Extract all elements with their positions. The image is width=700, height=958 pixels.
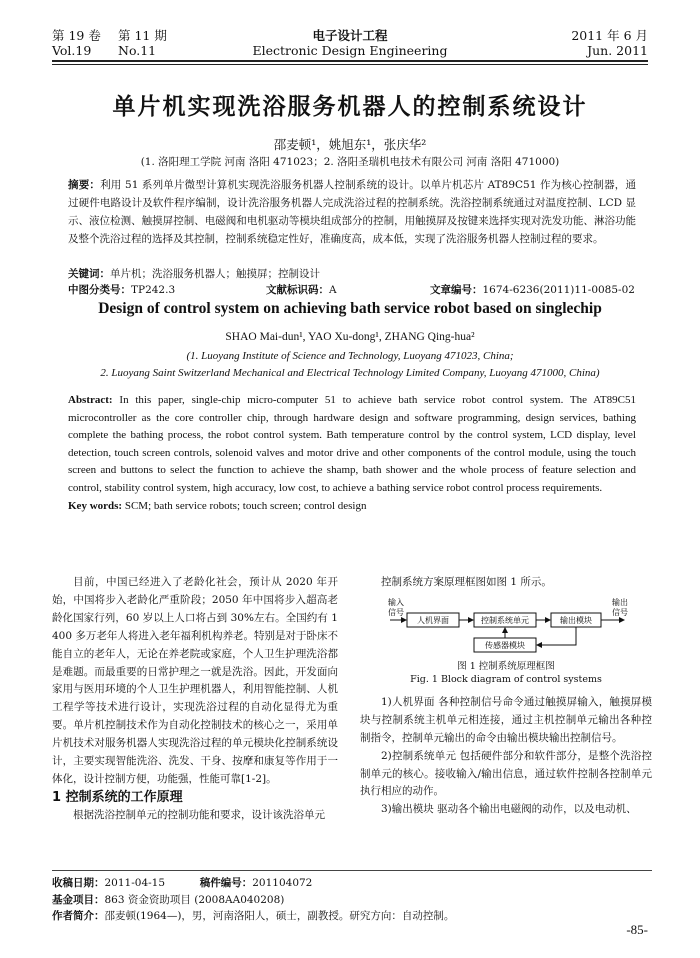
abstract-en-label: Abstract: [68,394,113,406]
abstract-zh-text: 利用 51 系列单片微型计算机实现洗浴服务机器人控制系统的设计。以单片机芯片 AT89C51 作为核心控制器，通过硬件电路设计及软件程序编制，设计洗浴服务机器人完成洗浴过程的控制系统。洗浴控制系统通过对温度控制、LCD 显示、液位检测、触摸屏控制、电磁阀和电机驱动等模块组成部分的控制，用触摸屏及按键来选择实现对洗发功能、淋浴功能及整个洗浴过程的选择及其控制，控制系统稳定性好，准确度高，成本低，实现了洗浴服务机器人控制过程的要求。 [68,179,637,245]
manuscript-label: 稿件编号： [199,877,253,889]
affiliation-en-2: 2. Luoyang Saint Switzerland Mechanical and Electrical Technology Limited Company, Luoyang 471000, China) [100,367,600,379]
affiliation-zh: (1. 洛阳理工学院 河南 洛阳 471023；2. 洛阳圣瑞机电技术有限公司 河南 洛阳 471000) [140,156,560,168]
journal-name-en: Electronic Design Engineering [252,43,448,58]
doc-label: 文献标识码： [266,284,329,296]
footnote [52,870,652,925]
bio-text: 邵麦顿(1964—)，男，河南洛阳人，硕士，副教授。研究方向：自动控制。 [104,910,455,922]
abstract-zh-label: 摘要： [68,179,101,191]
authors-en: SHAO Mai-dun¹, YAO Xu-dong¹, ZHANG Qing-hua² [225,331,475,343]
fund-text: 863 资金资助项目 (2008AA040208) [104,893,285,906]
box-hmi-label: 人机界面 [417,615,449,625]
block-diagram [374,596,638,658]
item-1-paragraph: 1)人机界面 各种控制信号命令通过触摸屏输入，触摸屏模块与控制系统主机单元相连接，通过主机控制单元输出各种控制指令，控制单元输出的命令由输出模块输出控制信号。 [360,695,652,744]
keywords-zh-text: 单片机；洗浴服务机器人；触摸屏；控制设计 [110,268,320,280]
clc-number [68,282,176,298]
title-en: Design of control system on achieving bath service robot based on singlechip [98,300,602,317]
figure-caption-zh: 图 1 控制系统原理框图 [457,660,555,672]
running-header [52,26,648,62]
volume-zh: 第 19 卷 [52,28,101,43]
abstract-zh [68,176,636,248]
box-sensor-label: 传感器模块 [485,640,525,650]
input-label-2: 信号 [388,607,404,617]
volume-en: Vol.19 [52,43,92,58]
date-en: Jun. 2011 [587,43,648,58]
arrow-out-sensor [537,627,576,645]
section-1-paragraph: 根据洗浴控制单元的控制功能和要求，设计该洗浴单元 [73,808,325,821]
keywords-zh [68,266,636,282]
input-label-1: 输入 [388,597,404,607]
body-column-right [360,574,652,819]
keywords-zh-label: 关键词： [68,268,110,280]
keywords-en-label: Key words: [68,499,123,512]
document-code [266,282,337,298]
item-2-paragraph: 2)控制系统单元 包括硬件部分和软件部分，是整个洗浴控制单元的核心。接收输入/输出信息，通过软件控制各控制单元执行相应的动作。 [360,749,652,798]
clc-value: TP242.3 [131,284,176,296]
footnote-dates [52,875,652,892]
figure-caption-en: Fig. 1 Block diagram of control systems [410,673,602,685]
footnote-bio [52,908,652,925]
bio-label: 作者简介： [52,910,105,922]
footnote-fund [52,892,652,909]
figure-intro-paragraph: 控制系统方案原理框图如图 1 所示。 [381,576,552,588]
issue-en: No.11 [118,43,157,58]
header-journal [52,28,648,58]
manuscript-number: 201104072 [252,877,313,889]
section-1-heading: 1 控制系统的工作原理 [52,789,183,805]
header-date [571,28,648,58]
title-zh: 单片机实现洗浴服务机器人的控制系统设计 [112,94,588,120]
fund-label: 基金项目： [52,893,105,906]
body-column-left [52,574,338,825]
box-output-label: 输出模块 [560,615,592,625]
art-value: 1674-6236(2011)11-0085-02 [482,284,635,296]
issue-zh: 第 11 期 [118,28,167,43]
item-3-paragraph: 3)输出模块 驱动各个输出电磁阀的动作，以及电动机、 [381,803,637,816]
keywords-en-text: SCM; bath service robots; touch screen; control design [124,499,367,512]
abstract-en [68,392,636,515]
box-control-label: 控制系统单元 [481,615,529,625]
article-number [430,282,635,298]
date-zh: 2011 年 6 月 [571,28,648,43]
clc-label: 中图分类号： [68,284,131,296]
figure-1 [360,596,652,688]
art-label: 文章编号： [430,284,483,296]
page-number: -85- [626,922,648,937]
output-label-2: 信号 [612,607,628,617]
abstract-en-text: In this paper, single-chip micro-computer 51 to achieve bath service robot control system. The AT89C51 microcontroller as the core controller chip, through hardware design and software programming, design services, bathing complete the bathing process, the robot control system. Bath temperature control by the control system, LCD display, level detection, touch screen controls, solenoid valves and motor drive and other components of the control module, using the touch screen and buttons to select the function to achieve the shamp, bath shower and the whole process of feature selection and control, stability control system, high accuracy, low cost, to achieve a bathing service robot control process requirements. [68,394,636,494]
intro-paragraph: 目前，中国已经进入了老龄化社会，预计从 2020 年开始，中国将步入老龄化严重阶段；2050 年中国将步入超高老龄化国家行列，60 岁以上人口将占到 30%左右。全国约有 1 400 多万老年人将进入老年福利机构养老。特别是对于卧床不能自立的老年人，无论在养老院或家庭，个人卫生护理洗浴都是难题。而最重要的日常护理之一就是洗浴。因此，开发面向家用与医用环境的个人卫生护理机器人，利用智能控制、人机工程学等技术进行设计，实现洗浴过程的自动化显得尤为重要。单片机控制技术作为自动化控制技术的核心之一，采用单片机技术对服务机器人实现洗浴过程的单元模块化控制系统设计，主要实现智能洗浴、洗发、干身、按摩和康复等作用于一体化，设计控制方便，功能强，性能可靠[1-2]。 [52,576,338,785]
doc-value: A [329,284,337,296]
received-date: 2011-04-15 [104,877,166,889]
journal-name-zh: 电子设计工程 [312,28,388,43]
received-label: 收稿日期： [52,877,105,889]
authors-zh: 邵麦顿¹，姚旭东¹，张庆华² [273,137,427,152]
output-label-1: 输出 [612,597,628,607]
affiliation-en-1: (1. Luoyang Institute of Science and Technology, Luoyang 471023, China; [186,350,514,362]
